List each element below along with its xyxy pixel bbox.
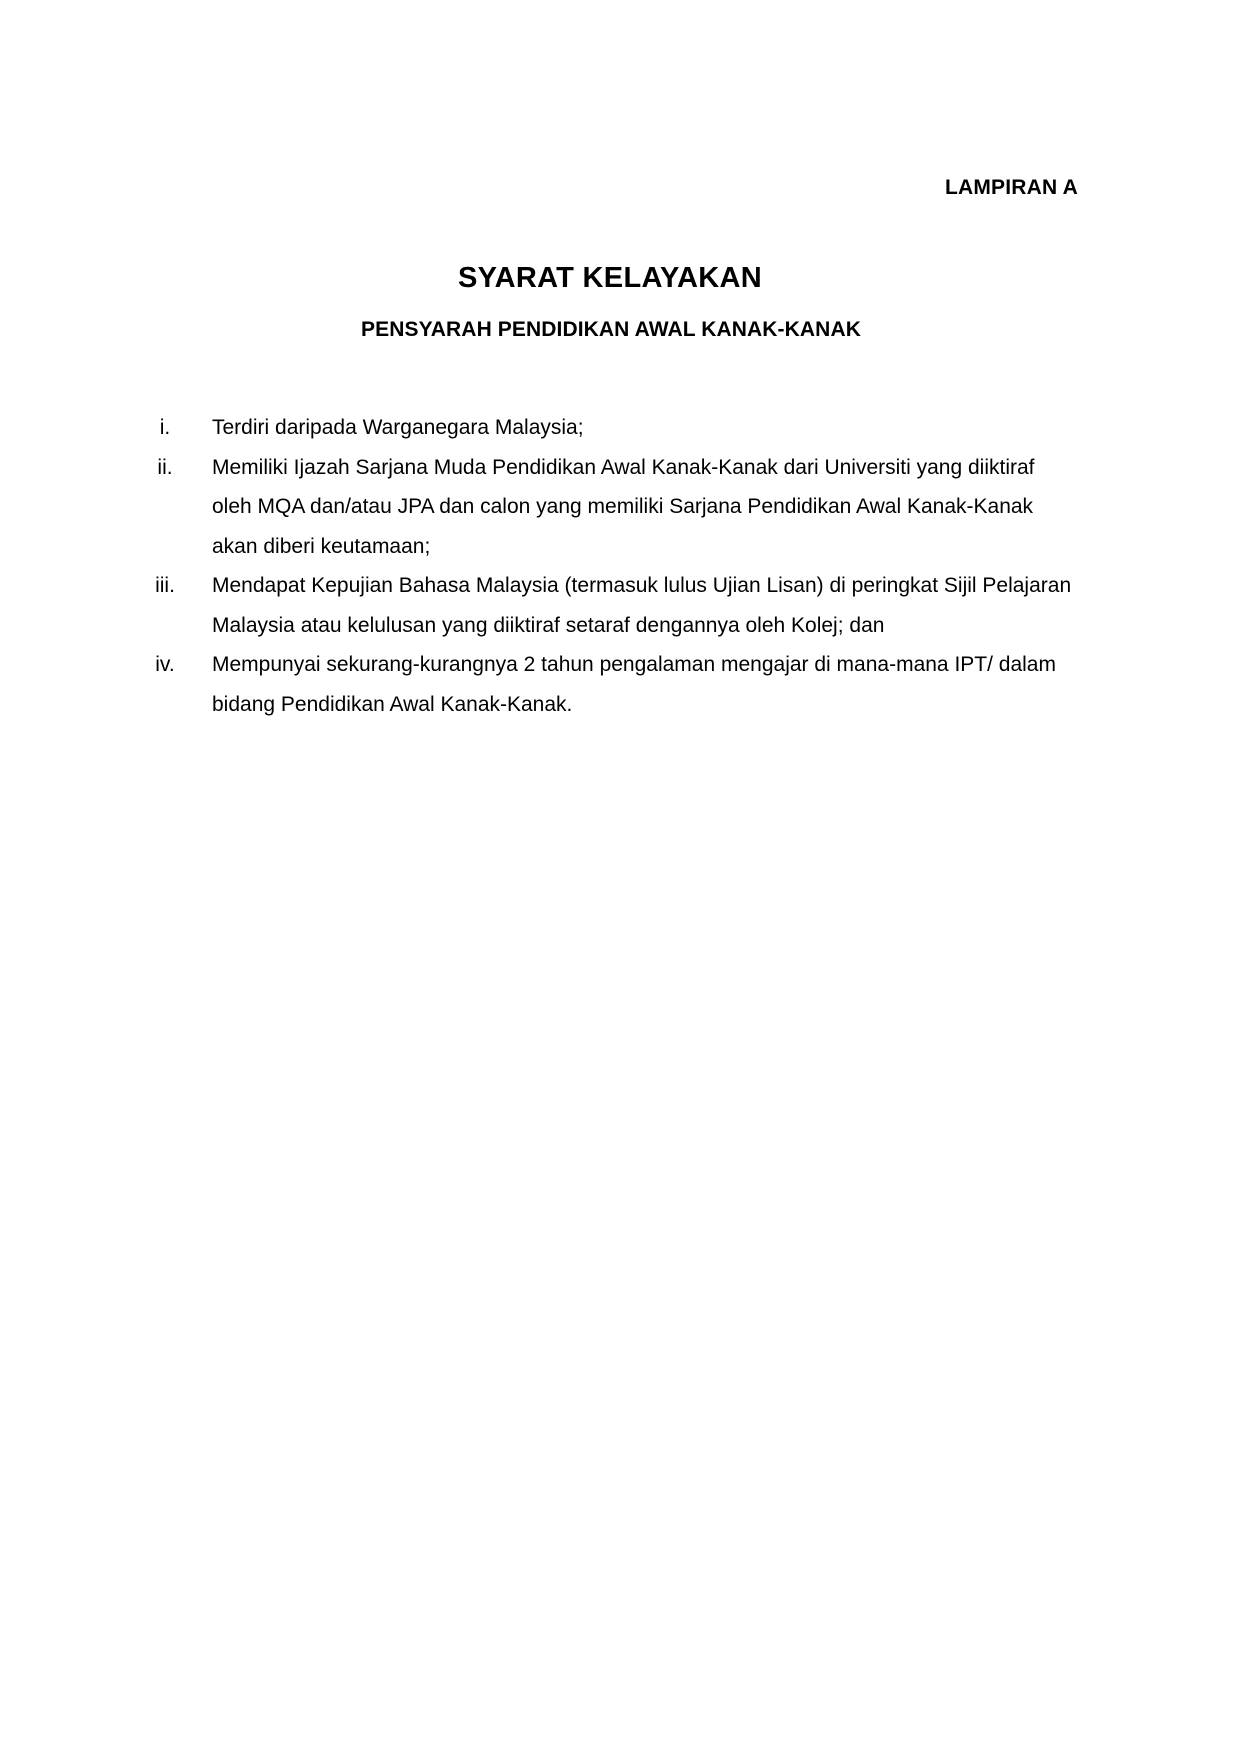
requirement-item: [150, 566, 1080, 645]
requirements-list: [150, 408, 1080, 724]
requirement-number: iv.: [155, 653, 175, 676]
requirement-item: [150, 408, 1080, 448]
appendix-label: LAMPIRAN A: [944, 176, 1078, 199]
requirement-text: Terdiri daripada Warganegara Malaysia;: [212, 416, 584, 439]
requirement-item: [150, 448, 1080, 567]
requirement-text: Memiliki Ijazah Sarjana Muda Pendidikan Awal Kanak-Kanak dari Universiti yang diiktiraf oleh MQA dan/atau JPA dan calon yang memiliki Sarjana Pendidikan Awal Kanak-Kanak akan diberi keutamaan;: [212, 455, 1035, 558]
requirement-number: iii.: [155, 574, 175, 597]
requirement-number: ii.: [157, 455, 173, 479]
requirement-number: i.: [159, 416, 171, 439]
page-subtitle: PENSYARAH PENDIDIKAN AWAL KANAK-KANAK: [361, 318, 861, 341]
requirement-text: Mempunyai sekurang-kurangnya 2 tahun pengalaman mengajar di mana-mana IPT/ dalam bidang Pendidikan Awal Kanak-Kanak.: [212, 653, 1056, 716]
requirement-text: Mendapat Kepujian Bahasa Malaysia (termasuk lulus Ujian Lisan) di peringkat Sijil Pelajaran Malaysia atau kelulusan yang diiktiraf setaraf dengannya oleh Kolej; dan: [212, 574, 1072, 637]
page-title: SYARAT KELAYAKAN: [457, 262, 762, 294]
requirement-item: [150, 645, 1080, 724]
